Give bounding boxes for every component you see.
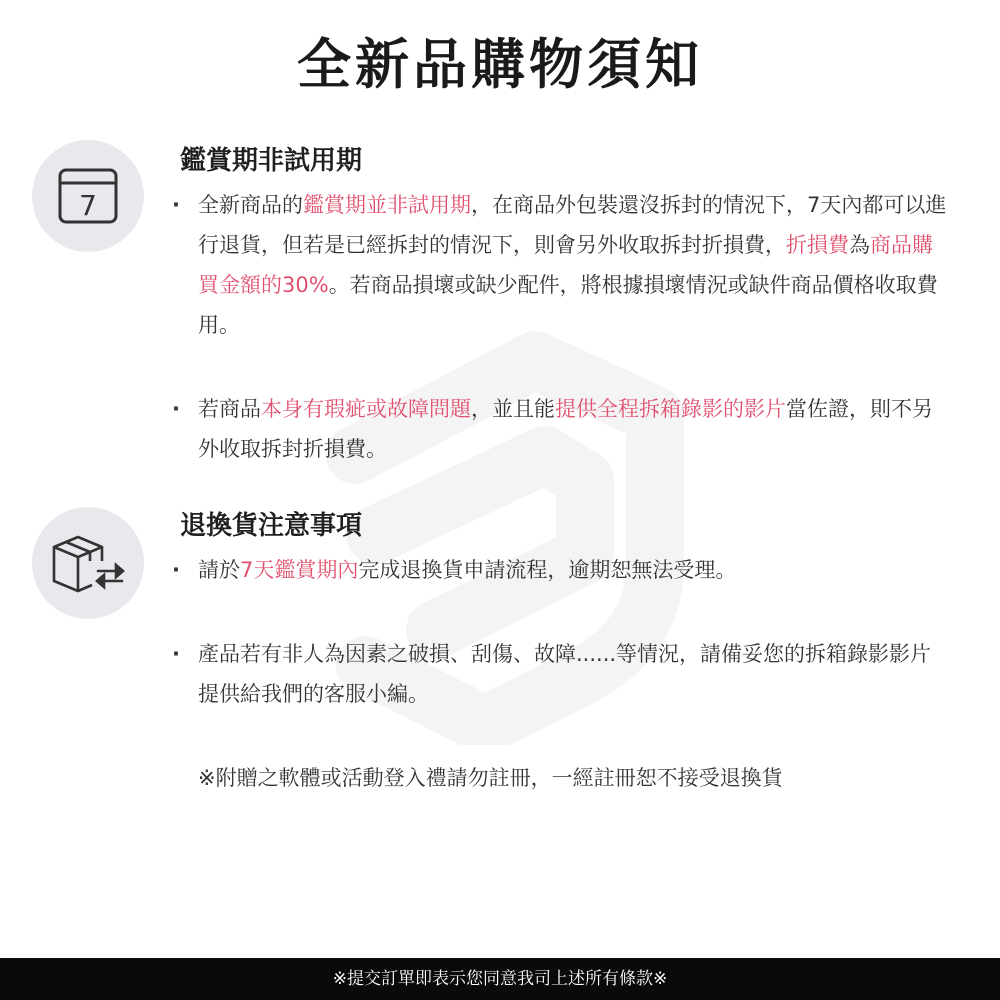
text: ，並且能 — [471, 397, 555, 421]
text: 全新商品的 — [198, 193, 303, 217]
list-item — [172, 550, 950, 590]
list-item — [172, 389, 950, 469]
calendar-icon — [56, 166, 120, 226]
page-title: 全新品購物須知 — [297, 33, 703, 96]
registration-note: ※附贈之軟體或活動登入禮請勿註冊，一經註冊恕不接受退換貨 — [198, 766, 783, 790]
text: 請於 — [198, 558, 240, 582]
section-appreciation-period — [172, 140, 950, 469]
list-item — [172, 185, 950, 345]
highlight-text: 鑑賞期並非試用期 — [303, 193, 471, 217]
box-exchange-icon — [48, 531, 128, 595]
text: 為 — [849, 233, 870, 257]
bullet: · — [172, 397, 180, 421]
list-item — [172, 634, 950, 714]
text: 當佐證，則不另外收取拆封折損費。 — [198, 397, 933, 461]
text: 若商品 — [198, 397, 261, 421]
highlight-text: 7天鑑賞期內 — [240, 558, 359, 582]
section-heading: 退換貨注意事項 — [180, 511, 363, 541]
calendar-icon-circle — [32, 140, 144, 252]
text: 產品若有非人為因素之破損、刮傷、故障......等情況，請備妥您的拆箱錄影影片提供給我們的客服小編。 — [198, 642, 932, 706]
bullet: · — [172, 193, 180, 217]
text: 完成退換貨申請流程，逾期恕無法受理。 — [358, 558, 737, 582]
text: ，在商品外包裝還沒拆封的情況下，7天內都可以進行退貨，但若是已經拆封的情況下，則會另外收取拆封折損費， — [198, 193, 947, 257]
box-icon-circle — [32, 507, 144, 619]
highlight-text: 折損費 — [786, 233, 849, 257]
highlight-text: 提供全程拆箱錄影的影片 — [555, 397, 786, 421]
bullet: · — [172, 642, 180, 666]
text: 。若商品損壞或缺少配件，將根據損壞情況或缺件商品價格收取費用。 — [198, 273, 938, 337]
footer-terms: ※提交訂單即表示您同意我司上述所有條款※ — [0, 958, 1000, 1000]
section-heading: 鑑賞期非試用期 — [180, 146, 363, 176]
section-return-exchange — [172, 505, 950, 798]
bullet: · — [172, 558, 180, 582]
highlight-text: 商品購買金額的30% — [198, 233, 933, 297]
highlight-text: 本身有瑕疵或故障問題 — [261, 397, 471, 421]
calendar-day: 7 — [79, 189, 97, 222]
